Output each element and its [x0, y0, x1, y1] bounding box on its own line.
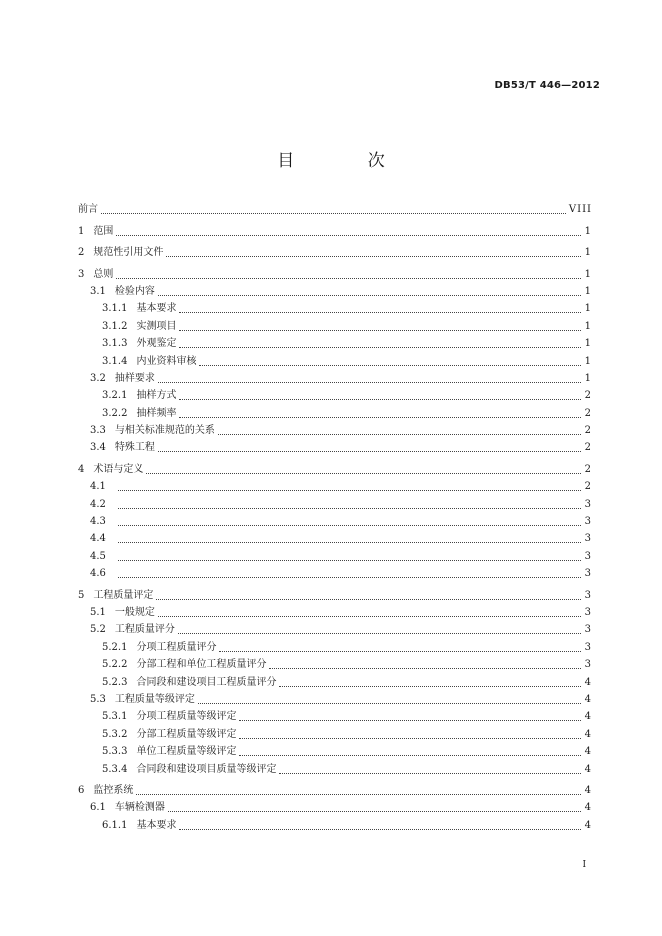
toc-entry-label: [90, 425, 215, 437]
document-code: DB53/T 446—2012: [494, 80, 600, 91]
toc-entry-page: 3: [584, 516, 592, 528]
toc-entry-text: 抽样频率: [136, 407, 177, 419]
dot-leader: [118, 480, 581, 491]
toc-entry-page: 1: [584, 225, 592, 237]
toc-entry-text: 分部工程质量等级评定: [136, 728, 237, 740]
toc-entry[interactable]: [78, 689, 592, 706]
toc-entry-label: [102, 390, 176, 402]
dot-leader: [218, 424, 581, 435]
toc-entry-number: 5.3: [90, 693, 106, 705]
toc-entry[interactable]: [78, 723, 592, 740]
toc-entry[interactable]: [78, 368, 592, 385]
toc-entry[interactable]: [78, 758, 592, 775]
dot-leader: [166, 246, 581, 257]
toc-entry[interactable]: [78, 458, 592, 475]
toc-entry-page: 4: [584, 784, 592, 796]
dot-leader: [239, 745, 581, 756]
toc-entry[interactable]: [78, 741, 592, 758]
toc-entry-page: VIII: [568, 204, 592, 216]
toc-entry-text: 内业资料审核: [136, 355, 197, 367]
toc-entry-label: [90, 516, 115, 528]
dot-leader: [179, 407, 581, 418]
table-of-contents: [78, 199, 592, 832]
toc-entry-label: [102, 356, 196, 368]
dot-leader: [136, 784, 581, 795]
toc-entry-number: 5.2: [90, 624, 106, 636]
toc-entry[interactable]: [78, 281, 592, 298]
toc-entry[interactable]: [78, 350, 592, 367]
toc-entry-number: 3.1.3: [102, 338, 128, 350]
toc-entry[interactable]: [78, 563, 592, 580]
toc-entry[interactable]: [78, 528, 592, 545]
toc-entry-number: 5.3.3: [102, 746, 128, 758]
toc-entry-page: 1: [584, 338, 592, 350]
toc-entry-text: 合同段和建设项目工程质量评分: [136, 676, 277, 688]
dot-leader: [156, 589, 581, 600]
toc-entry-label: [90, 551, 115, 563]
toc-entry-page: 2: [584, 481, 592, 493]
toc-entry-label: [78, 785, 133, 797]
toc-entry-text: 前言: [78, 204, 98, 216]
toc-entry-text: 单位工程质量等级评定: [136, 746, 237, 758]
toc-entry-label: [102, 764, 276, 776]
toc-entry-text: 外观鉴定: [136, 338, 177, 350]
toc-entry-number: 5.3.1: [102, 711, 128, 723]
toc-entry-text: 实测项目: [136, 320, 177, 332]
toc-entry-text: 规范性引用文件: [93, 247, 164, 259]
toc-entry-label: [90, 499, 115, 511]
toc-entry-text: 与相关标准规范的关系: [114, 425, 215, 437]
dot-leader: [158, 606, 581, 617]
toc-entry-label: [90, 442, 155, 454]
toc-entry[interactable]: [78, 619, 592, 636]
toc-entry-page: 3: [584, 659, 592, 671]
toc-entry-number: 4.4: [90, 533, 106, 545]
toc-entry-number: 3.2: [90, 372, 106, 384]
toc-entry-text: 车辆检测器: [114, 802, 165, 814]
dot-leader: [279, 763, 581, 774]
toc-entry[interactable]: [78, 814, 592, 831]
toc-entry-page: 3: [584, 568, 592, 580]
toc-entry-text: 术语与定义: [93, 463, 144, 475]
toc-entry-text: 工程质量等级评定: [114, 693, 195, 705]
toc-entry-label: [78, 464, 143, 476]
toc-entry-page: 2: [584, 463, 592, 475]
toc-entry-number: 4: [78, 463, 85, 475]
toc-entry-page: 3: [584, 641, 592, 653]
toc-entry-page: 2: [584, 407, 592, 419]
toc-entry-number: 5.3.2: [102, 728, 128, 740]
toc-entry-label: [102, 408, 176, 420]
toc-entry-text: 分项工程质量评分: [136, 641, 217, 653]
toc-entry-text: 基本要求: [136, 303, 177, 315]
toc-entry-number: 4.5: [90, 550, 106, 562]
toc-entry[interactable]: [78, 545, 592, 562]
toc-entry-page: 1: [584, 320, 592, 332]
toc-entry-label: [102, 642, 216, 654]
toc-entry-number: 3.3: [90, 425, 106, 437]
toc-entry[interactable]: [78, 385, 592, 402]
toc-entry-label: [102, 303, 176, 315]
dot-leader: [168, 801, 581, 812]
toc-entry[interactable]: [78, 780, 592, 797]
toc-entry[interactable]: [78, 476, 592, 493]
toc-entry-number: 3.1.4: [102, 355, 128, 367]
dot-leader: [101, 203, 566, 214]
toc-entry-text: 一般规定: [114, 606, 155, 618]
toc-entry-label: [78, 590, 153, 602]
toc-entry-page: 2: [584, 390, 592, 402]
toc-entry[interactable]: [78, 242, 592, 259]
toc-entry-number: 2: [78, 247, 85, 259]
toc-entry-text: 合同段和建设项目质量等级评定: [136, 763, 277, 775]
toc-entry-number: 3.2.2: [102, 407, 128, 419]
toc-entry-text: 分部工程和单位工程质量评分: [136, 659, 267, 671]
toc-entry[interactable]: [78, 636, 592, 653]
dot-leader: [179, 819, 581, 830]
dot-leader: [279, 676, 581, 687]
dot-leader: [118, 532, 581, 543]
toc-entry-page: 4: [584, 819, 592, 831]
toc-entry-label: [102, 729, 236, 741]
toc-entry-page: 2: [584, 442, 592, 454]
toc-entry-number: 5.1: [90, 606, 106, 618]
dot-leader: [158, 285, 581, 296]
toc-entry-label: [90, 286, 155, 298]
toc-entry-text: 总则: [93, 268, 114, 280]
toc-entry-label: [102, 746, 236, 758]
toc-entry-page: 4: [584, 676, 592, 688]
toc-entry-page: 4: [584, 802, 592, 814]
dot-leader: [239, 728, 581, 739]
toc-entry[interactable]: [78, 402, 592, 419]
dot-leader: [179, 337, 581, 348]
toc-entry-page: 4: [584, 711, 592, 723]
toc-entry[interactable]: [78, 420, 592, 437]
toc-entry-page: 1: [584, 247, 592, 259]
dot-leader: [158, 372, 581, 383]
toc-entry-label: [102, 820, 176, 832]
toc-entry-number: 6.1.1: [102, 819, 128, 831]
dot-leader: [118, 550, 581, 561]
toc-entry-page: 4: [584, 746, 592, 758]
toc-entry[interactable]: [78, 654, 592, 671]
toc-entry-text: 抽样方式: [136, 390, 177, 402]
toc-entry[interactable]: [78, 220, 592, 237]
dot-leader: [118, 515, 581, 526]
toc-entry-label: [90, 607, 155, 619]
dot-leader: [116, 225, 581, 236]
toc-entry[interactable]: [78, 797, 592, 814]
toc-entry-page: 4: [584, 693, 592, 705]
toc-entry-label: [90, 802, 165, 814]
toc-entry[interactable]: [78, 671, 592, 688]
toc-entry-text: 范围: [93, 225, 114, 237]
toc-entry-number: 5.2.1: [102, 641, 128, 653]
toc-entry-number: 4.2: [90, 498, 106, 510]
toc-entry-label: [78, 269, 113, 281]
toc-entry-text: 监控系统: [93, 784, 134, 796]
toc-entry-label: [102, 338, 176, 350]
toc-entry-number: 3.4: [90, 442, 106, 454]
toc-entry-label: [90, 568, 115, 580]
page-title: 目 次: [277, 151, 419, 171]
toc-entry-label: [102, 321, 176, 333]
toc-entry[interactable]: [78, 511, 592, 528]
toc-entry-page: 3: [584, 498, 592, 510]
dot-leader: [179, 389, 581, 400]
toc-entry[interactable]: [78, 437, 592, 454]
toc-entry-label: [102, 659, 266, 671]
toc-entry-number: 3.1.1: [102, 303, 128, 315]
toc-entry-page: 1: [584, 303, 592, 315]
dot-leader: [239, 710, 581, 721]
toc-entry[interactable]: [78, 333, 592, 350]
toc-entry-label: [90, 694, 195, 706]
toc-entry[interactable]: [78, 199, 592, 216]
toc-entry-page: 2: [584, 425, 592, 437]
toc-entry-label: [90, 373, 155, 385]
dot-leader: [178, 623, 581, 634]
dot-leader: [269, 658, 581, 669]
page-number: I: [582, 860, 586, 870]
toc-entry-number: 3: [78, 268, 85, 280]
dot-leader: [219, 641, 581, 652]
dot-leader: [116, 268, 581, 279]
toc-entry[interactable]: [78, 298, 592, 315]
toc-entry-page: 4: [584, 728, 592, 740]
dot-leader: [118, 498, 581, 509]
toc-entry-number: 5.2.3: [102, 676, 128, 688]
toc-entry-number: 5.2.2: [102, 659, 128, 671]
toc-entry-text: 工程质量评分: [114, 624, 175, 636]
toc-entry-text: 分项工程质量等级评定: [136, 711, 237, 723]
dot-leader: [118, 567, 581, 578]
toc-entry-label: [90, 624, 175, 636]
toc-entry-number: 5.3.4: [102, 763, 128, 775]
toc-entry[interactable]: [78, 706, 592, 723]
toc-entry-text: 抽样要求: [114, 372, 155, 384]
toc-entry-page: 3: [584, 550, 592, 562]
toc-entry-label: [102, 711, 236, 723]
toc-entry-number: 3.1.2: [102, 320, 128, 332]
toc-entry-number: 1: [78, 225, 85, 237]
toc-entry-label: [78, 226, 113, 238]
toc-entry-number: 6: [78, 784, 85, 796]
toc-entry[interactable]: [78, 602, 592, 619]
dot-leader: [146, 463, 581, 474]
toc-entry-label: [90, 481, 115, 493]
toc-entry-label: [78, 204, 98, 216]
toc-entry-text: 基本要求: [136, 819, 177, 831]
toc-entry-number: 4.3: [90, 516, 106, 528]
toc-entry-number: 3.2.1: [102, 390, 128, 402]
toc-entry[interactable]: [78, 263, 592, 280]
toc-entry-text: 检验内容: [114, 285, 155, 297]
toc-entry[interactable]: [78, 315, 592, 332]
toc-entry-page: 3: [584, 533, 592, 545]
toc-entry-page: 1: [584, 285, 592, 297]
toc-entry-page: 4: [584, 763, 592, 775]
toc-entry-page: 1: [584, 268, 592, 280]
toc-entry-page: 1: [584, 372, 592, 384]
toc-entry-number: 6.1: [90, 802, 106, 814]
toc-entry-text: 工程质量评定: [93, 589, 154, 601]
toc-entry-label: [102, 677, 276, 689]
dot-leader: [198, 693, 581, 704]
toc-entry-number: 3.1: [90, 285, 106, 297]
toc-entry-text: 特殊工程: [114, 442, 155, 454]
toc-entry-number: 5: [78, 589, 85, 601]
dot-leader: [179, 302, 581, 313]
toc-entry[interactable]: [78, 493, 592, 510]
toc-entry-page: 3: [584, 606, 592, 618]
toc-entry-label: [90, 533, 115, 545]
toc-entry-page: 3: [584, 624, 592, 636]
dot-leader: [199, 355, 581, 366]
toc-entry[interactable]: [78, 584, 592, 601]
toc-entry-label: [78, 247, 163, 259]
toc-entry-page: 3: [584, 589, 592, 601]
toc-entry-number: 4.6: [90, 568, 106, 580]
toc-entry-page: 1: [584, 355, 592, 367]
toc-entry-number: 4.1: [90, 481, 106, 493]
dot-leader: [158, 441, 581, 452]
dot-leader: [179, 320, 581, 331]
